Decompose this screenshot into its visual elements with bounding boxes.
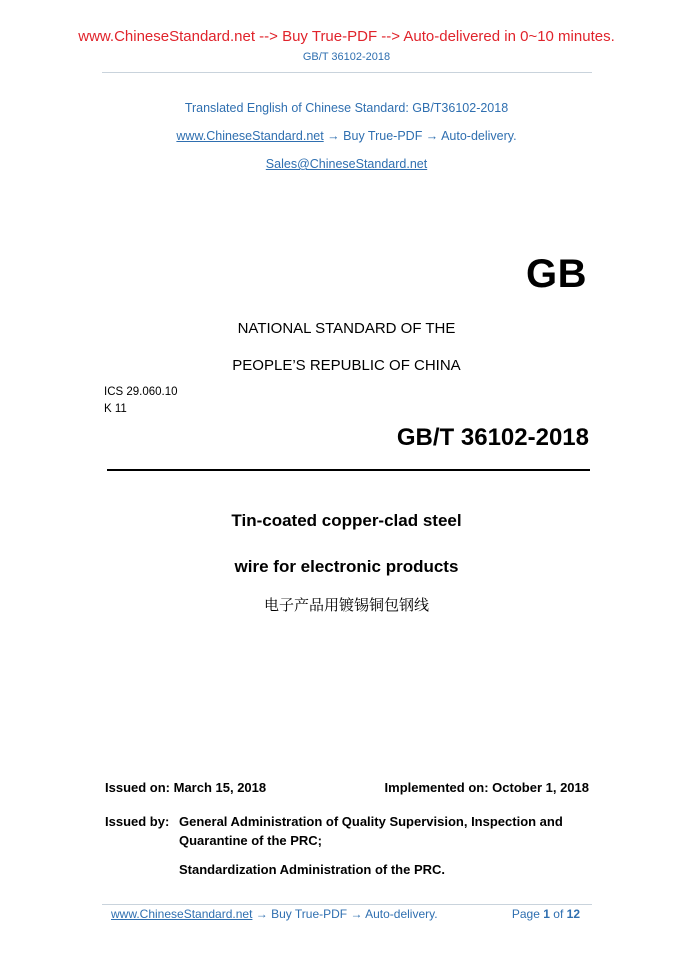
page-total: 12	[566, 907, 580, 921]
ics-code: ICS 29.060.10	[104, 386, 178, 398]
site-link-suffix: → Buy True-PDF → Auto-delivery.	[323, 129, 517, 143]
issuer-line3: Standardization Administration of the PRC.	[179, 862, 446, 877]
sales-line	[0, 157, 693, 171]
header-divider	[102, 72, 592, 73]
document-title-line1: Tin-coated copper-clad steel	[231, 511, 462, 530]
page-indicator	[512, 907, 580, 921]
issued-on-date: Issued on: March 15, 2018	[105, 780, 267, 795]
national-standard-line2: PEOPLE’S REPUBLIC OF CHINA	[232, 357, 461, 374]
footer-site-suffix: → Buy True-PDF → Auto-delivery.	[252, 907, 438, 921]
document-title-chinese: 电子产品用镀锡铜包钢线	[263, 596, 429, 614]
header-standard-code: GB/T 36102-2018	[302, 51, 391, 63]
issuer-line1: General Administration of Quality Supervision, Inspection and	[179, 814, 563, 829]
implemented-on-date: Implemented on: October 1, 2018	[384, 780, 589, 795]
footer-divider	[102, 904, 592, 905]
site-line	[0, 129, 693, 143]
issued-by-label: Issued by:	[105, 814, 170, 829]
issuer-line2: Quarantine of the PRC;	[179, 833, 323, 848]
page-current: 1	[543, 907, 550, 921]
gb-logo: GB	[526, 252, 587, 296]
sales-email-link[interactable]: Sales@ChineseStandard.net	[265, 157, 428, 171]
footer-site-link[interactable]: www.ChineseStandard.net	[111, 907, 253, 921]
translated-notice: Translated English of Chinese Standard: GB/T36102-2018	[184, 101, 509, 115]
k-code: K 11	[104, 403, 127, 415]
page-label: Page	[511, 907, 540, 921]
national-standard-line1: NATIONAL STANDARD OF THE	[237, 320, 456, 337]
page-of: of	[553, 907, 564, 921]
top-banner[interactable]: www.ChineseStandard.net --> Buy True-PDF --> Auto-delivered in 0~10 minutes.	[78, 28, 615, 45]
footer-site-line	[111, 907, 438, 921]
site-link[interactable]: www.ChineseStandard.net	[176, 129, 324, 143]
standard-number: GB/T 36102-2018	[396, 424, 589, 451]
title-divider	[107, 469, 590, 471]
document-title-line2: wire for electronic products	[234, 557, 459, 576]
